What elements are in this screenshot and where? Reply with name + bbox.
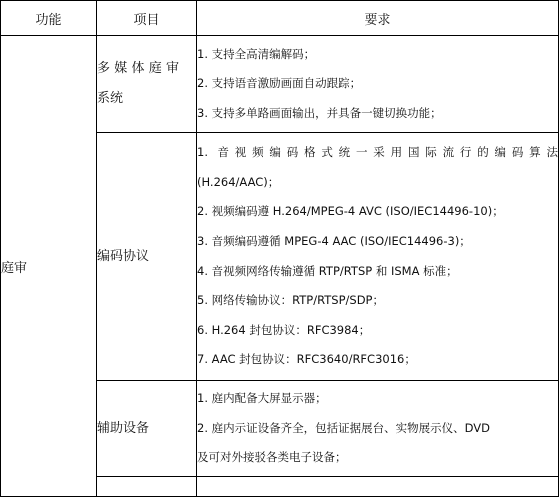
item-label: 多媒体庭审: [97, 61, 179, 76]
requirement-line: (H.264/AAC)；: [197, 174, 280, 189]
requirement-line: 2. 支持语音激励画面自动跟踪；: [197, 76, 362, 91]
requirement-line: 6. H.264 封包协议：RFC3984；: [197, 322, 371, 337]
header-item: 项目: [97, 1, 197, 36]
requirement-cell: [197, 381, 559, 477]
requirement-line: 7. AAC 封包协议：RFC3640/RFC3016；: [197, 352, 416, 367]
header-function: 功能: [1, 1, 97, 36]
item-label: 辅助设备: [97, 420, 150, 436]
header-requirement: 要求: [197, 1, 559, 36]
item-label: 系统: [97, 91, 124, 106]
table-row: [1, 36, 559, 133]
item-label: 编码协议: [97, 248, 150, 264]
header-row: [1, 1, 559, 36]
requirement-line: 2. 庭内示证设备齐全，包括证据展台、实物展示仪、DVD: [197, 420, 491, 435]
requirement-line: 3. 支持多单路画面输出，并具备一键切换功能；: [197, 105, 442, 120]
requirement-line: 1. 庭内配备大屏显示器；: [197, 391, 327, 406]
requirement-cell: [197, 477, 559, 497]
requirement-line: 3. 音频编码遵循 MPEG-4 AAC (ISO/IEC14496-3)；: [197, 233, 471, 248]
function-cell: 庭审: [1, 36, 97, 497]
requirement-line: 4. 音视频网络传输遵循 RTP/RTSP 和 ISMA 标准；: [197, 263, 458, 278]
item-cell: [97, 477, 197, 497]
requirement-line: 2. 视频编码遵 H.264/MPEG-4 AVC (ISO/IEC14496-10)；: [197, 204, 504, 219]
requirement-line: 1. 音视频编码格式统一采用国际流行的编码算法: [197, 145, 558, 160]
requirement-line: 5. 网络传输协议：RTP/RTSP/SDP；: [197, 293, 384, 308]
item-cell: [97, 133, 197, 381]
item-cell: [97, 381, 197, 477]
requirement-cell: [197, 36, 559, 133]
requirement-cell: [197, 133, 559, 381]
requirement-line: 1. 支持全高清编解码；: [197, 46, 316, 61]
item-cell: [97, 36, 197, 133]
requirement-line: 及可对外接驳各类电子设备；: [197, 450, 347, 465]
